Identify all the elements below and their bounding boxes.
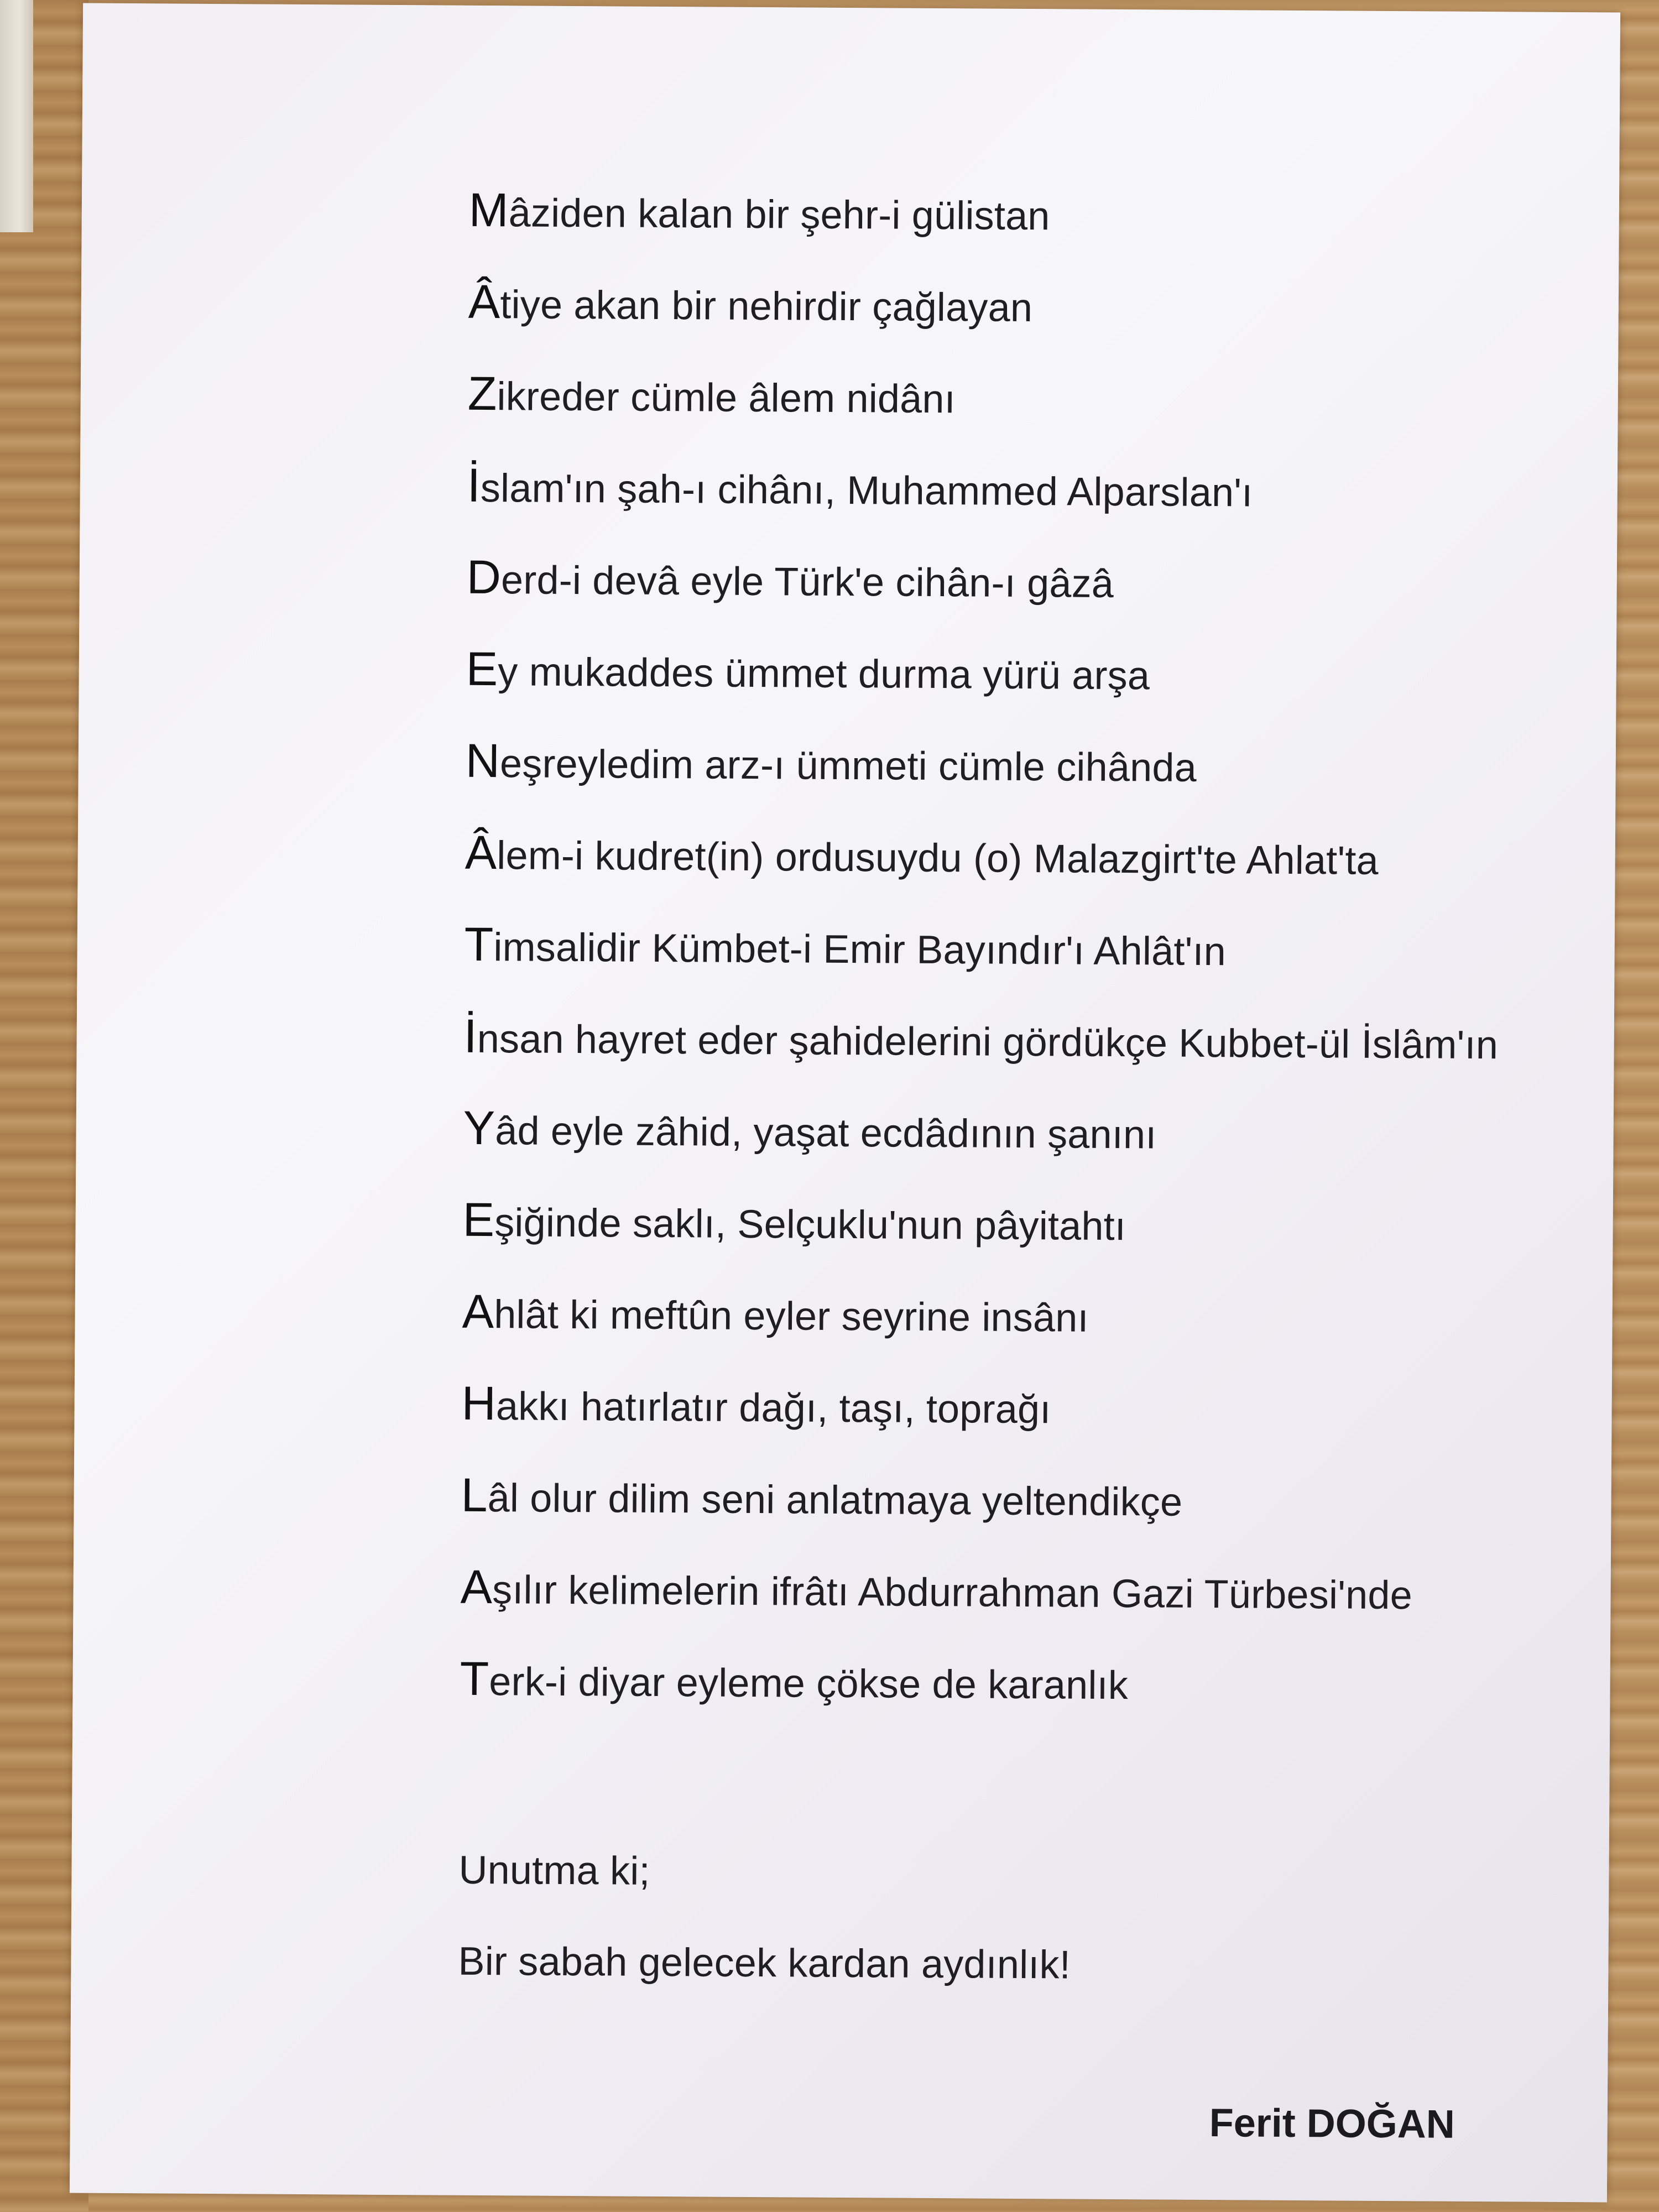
table-edge-strip: [0, 0, 33, 232]
poem-line-text: erd-i devâ eyle Türk'e cihân-ı gâzâ: [500, 558, 1114, 606]
poem-line-text: nsan hayret eder şahidelerini gördükçe Kubbet-ül İslâm'ın: [477, 1016, 1499, 1068]
poem-line: [466, 533, 1501, 631]
poem-line-text: şılır kelimelerin ifrâtı Abdurrahman Gazi Türbesi'nde: [492, 1568, 1413, 1618]
acrostic-initial: Z: [467, 367, 497, 421]
poem-line: [467, 441, 1501, 539]
closing-line: Unutma ki;: [458, 1848, 650, 1893]
acrostic-initial: İ: [467, 458, 481, 512]
poem-line-text: imsalidir Kümbet-i Emir Bayındır'ı Ahlât'ın: [493, 925, 1227, 974]
poem-line: [466, 625, 1500, 723]
acrostic-initial: L: [461, 1468, 488, 1522]
acrostic-initial: M: [468, 183, 509, 237]
acrostic-initial: T: [460, 1652, 489, 1706]
poem-line: [463, 1084, 1498, 1182]
acrostic-initial: H: [461, 1376, 497, 1431]
poem-line: [461, 1451, 1495, 1549]
poem-line: [468, 258, 1503, 356]
acrostic-initial: T: [464, 917, 494, 972]
author-signature: Ferit DOĞAN: [1209, 2101, 1455, 2147]
poem-line-text: y mukaddes ümmet durma yürü arşa: [498, 650, 1150, 698]
poem-line-text: âd eyle zâhid, yaşat ecdâdının şanını: [494, 1109, 1157, 1157]
poem-line: [468, 166, 1503, 264]
poem-line: [461, 1359, 1496, 1457]
poem-line: [460, 1543, 1495, 1641]
poem-closing: [458, 1825, 1071, 2011]
poem-line-text: eşreyledim arz-ı ümmeti cümle cihânda: [499, 742, 1197, 790]
acrostic-initial: Â: [468, 275, 500, 329]
acrostic-initial: Â: [465, 826, 497, 880]
closing-line: Bir sabah gelecek kardan aydınlık!: [458, 1939, 1071, 1987]
poem-line-text: slam'ın şah-ı cihânı, Muhammed Alparslan'ı: [480, 466, 1253, 515]
poem-line: [462, 1176, 1497, 1274]
poem-line-text: ikreder cümle âlem nidânı: [497, 374, 956, 422]
poem-line: [464, 900, 1499, 998]
acrostic-initial: E: [466, 642, 498, 696]
acrostic-initial: N: [465, 734, 500, 788]
poem-line-text: erk-i diyar eyleme çökse de karanlık: [489, 1660, 1129, 1708]
acrostic-initial: İ: [463, 1009, 478, 1063]
acrostic-initial: A: [462, 1285, 494, 1339]
poem-line-text: tiye akan bir nehirdir çağlayan: [500, 283, 1033, 331]
acrostic-initial: D: [466, 550, 502, 604]
poem-line-text: hlât ki meftûn eyler seyrine insânı: [493, 1292, 1089, 1340]
poem-line-text: lem-i kudret(in) ordusuydu (o) Malazgirt'te Ahlat'ta: [497, 833, 1379, 883]
poem-line-text: akkı hatırlatır dağı, taşı, toprağı: [495, 1384, 1051, 1432]
poem-line-text: âziden kalan bir şehr-i gülistan: [508, 191, 1050, 239]
acrostic-initial: E: [462, 1193, 495, 1247]
poem-line: [462, 1267, 1496, 1365]
acrostic-poem: [460, 166, 1504, 1733]
poem-line: [460, 1635, 1494, 1733]
poem-line: [465, 717, 1500, 815]
poem-line: [465, 808, 1499, 906]
acrostic-initial: A: [460, 1560, 493, 1614]
poem-line: [467, 349, 1502, 447]
poem-line-text: şiğinde saklı, Selçuklu'nun pâyitahtı: [494, 1201, 1126, 1249]
poem-line: [463, 992, 1498, 1090]
paper-sheet: [70, 3, 1620, 2203]
poem-line-text: âl olur dilim seni anlatmaya yeltendikçe: [487, 1476, 1183, 1525]
acrostic-initial: Y: [463, 1101, 495, 1155]
